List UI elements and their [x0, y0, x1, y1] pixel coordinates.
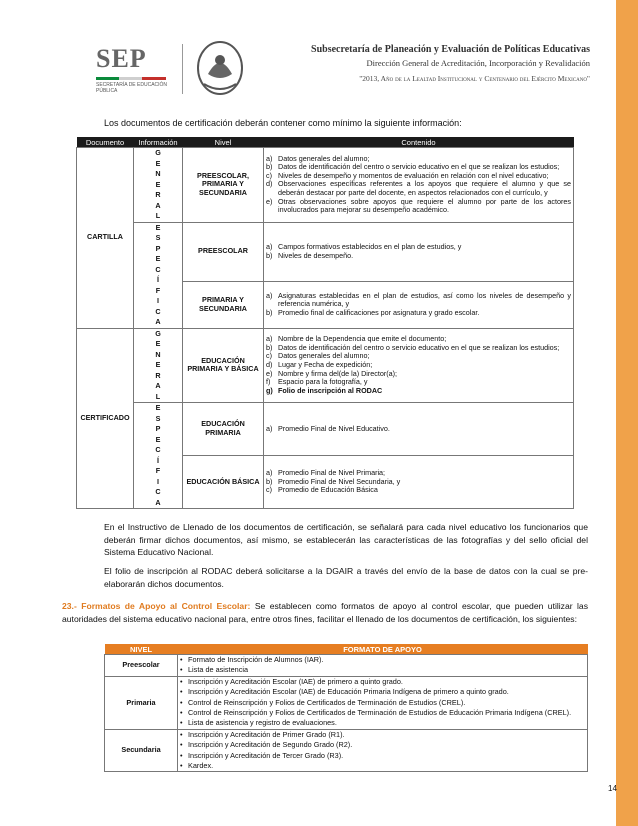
content-cell	[264, 328, 574, 403]
formats-cell	[178, 729, 588, 772]
section-text: Se establecen como formatos de apoyo al control escolar, que pueden utilizar las autoridades del sistema educativo nacional para, entre otros fines, facilitar el llenado de los documentos de certificación, los siguientes:	[62, 601, 588, 624]
list-item: b) Promedio Final de Nivel Secundaria, y	[266, 476, 401, 486]
national-seal-icon	[194, 38, 246, 98]
col-documento: Documento	[77, 137, 134, 148]
level-cell: EDUCACIÓN BÁSICA	[183, 456, 264, 509]
list-item: b) Promedio final de calificaciones por asignatura y grado escolar.	[266, 307, 480, 317]
list-item: • Inscripción y Acreditación de Tercer Grado (R3).	[180, 751, 585, 761]
list-item: • Formato de Inscripción de Alumnos (IAR).	[180, 655, 585, 665]
list-item: a) Promedio Final de Nivel Educativo.	[266, 423, 390, 433]
level-cell: EDUCACIÓN PRIMARIA Y BÁSICA	[183, 328, 264, 403]
sep-logo	[88, 44, 180, 96]
col-nivel: Nivel	[183, 137, 264, 148]
list-item: • Inscripción y Acreditación de Segundo Grado (R2).	[180, 740, 585, 750]
paragraph-folio-rodac: El folio de inscripción al RODAC deberá solicitarse a la DGAIR a través del envío de la base de datos con la cual se pre-elaborarán dichos documentos.	[104, 566, 588, 589]
list-item: b) Datos de identificación del centro o servicio educativo en el que se realizan los estudios;	[266, 162, 560, 172]
list-item: • Inscripción y Acreditación Escolar (IAE) de primero a quinto grado.	[180, 677, 585, 687]
table-row	[77, 148, 574, 223]
col-contenido: Contenido	[264, 137, 574, 148]
table-header-row	[77, 137, 574, 148]
level-cell: PREESCOLAR	[183, 222, 264, 281]
page-side-bar	[616, 0, 638, 826]
level-cell: PRIMARIA Y SECUNDARIA	[183, 281, 264, 328]
list-item: c) Datos generales del alumno;	[266, 351, 370, 361]
table-row	[77, 328, 574, 403]
logo-tricolor-stripe	[96, 77, 166, 80]
list-item: • Control de Reinscripción y Folios de Certificados de Terminación de Estudios de Educación Primaria Indígena (CREL).	[180, 708, 585, 718]
list-item: a) Promedio Final de Nivel Primaria;	[266, 468, 386, 478]
info-especifica: E S P E C Í F I C A	[134, 403, 183, 509]
list-item: b) Datos de identificación del centro o servicio educativo en el que se realizan los estudios;	[266, 342, 560, 352]
list-item: a) Asignaturas establecidas en el plan de estudios, así como los niveles de desempeño y referencia numérica, y	[266, 290, 571, 309]
support-formats-table	[104, 644, 588, 772]
info-especifica: E S P E C Í F I C A	[134, 222, 183, 328]
formats-cell	[178, 655, 588, 677]
content-cell	[264, 222, 574, 281]
table-row	[105, 729, 588, 772]
list-item: d) Observaciones específicas referentes a los apoyos que requiere el alumno y que se deberán destacar por parte del docente, en aspectos relacionados con el currículo, y	[266, 179, 571, 198]
header-motto: "2013, Año de la Lealtad Institucional y Centenario del Ejército Mexicano"	[359, 74, 590, 83]
table-row	[77, 222, 574, 281]
list-item: b) Niveles de desempeño.	[266, 250, 354, 260]
list-item: a) Campos formativos establecidos en el plan de estudios, y	[266, 241, 462, 251]
content-cell	[264, 403, 574, 456]
doc-certificado: CERTIFICADO	[77, 328, 134, 509]
list-item: d) Lugar y Fecha de expedición;	[266, 359, 373, 369]
table-row	[105, 676, 588, 729]
list-item: • Inscripción y Acreditación de Primer Grado (R1).	[180, 730, 585, 740]
section-23	[62, 600, 588, 625]
table-row	[105, 655, 588, 677]
list-item: e) Otras observaciones sobre apoyos que requiere el alumno por parte de los actores involucrados para mejorar su desempeño académico.	[266, 196, 571, 215]
certification-documents-table	[76, 137, 574, 509]
doc-cartilla: CARTILLA	[77, 148, 134, 329]
info-general: G E N E R A L	[134, 148, 183, 223]
header-direccion: Dirección General de Acreditación, Incorporación y Revalidación	[366, 58, 590, 68]
list-item: • Control de Reinscripción y Folios de Certificados de Terminación de Estudios (CREL).	[180, 698, 585, 708]
section-number: 23.-	[62, 601, 77, 611]
paragraph-instructivo: En el Instructivo de Llenado de los documentos de certificación, se señalará para cada nivel educativo los funcionarios que deberán firmar dichos documentos, así mismo, se establecerán las características de las fotografías y del sello oficial del Sistema Educativo Nacional.	[104, 522, 588, 557]
col-informacion: Información	[134, 137, 183, 148]
table-row	[77, 403, 574, 456]
list-item: • Kardex.	[180, 761, 585, 771]
list-item: • Inscripción y Acreditación Escolar (IAE) de Educación Primaria Indígena de primero a quinto grado.	[180, 687, 585, 697]
formats-cell	[178, 676, 588, 729]
list-item: c) Niveles de desempeño y momentos de evaluación en relación con el nivel educativo;	[266, 170, 549, 180]
sep-logo-subtitle: SECRETARÍA DE EDUCACIÓN PÚBLICA	[96, 82, 168, 94]
page-number: 14	[608, 784, 617, 793]
header-subsecretaria: Subsecretaría de Planeación y Evaluación de Políticas Educativas	[311, 44, 590, 55]
list-item: • Lista de asistencia y registro de evaluaciones.	[180, 718, 585, 728]
level-cell: Primaria	[105, 676, 178, 729]
intro-text: Los documentos de certificación deberán contener como mínimo la siguiente información:	[104, 118, 462, 128]
list-item: a) Nombre de la Dependencia que emite el documento;	[266, 334, 447, 344]
list-item: a) Datos generales del alumno;	[266, 153, 370, 163]
list-item: g) Folio de inscripción al RODAC	[266, 385, 383, 395]
content-cell	[264, 281, 574, 328]
col-nivel: NIVEL	[105, 644, 178, 655]
content-cell	[264, 148, 574, 223]
level-cell: EDUCACIÓN PRIMARIA	[183, 403, 264, 456]
col-formato: FORMATO DE APOYO	[178, 644, 588, 655]
level-cell: PREESCOLAR, PRIMARIA Y SECUNDARIA	[183, 148, 264, 223]
section-title: Formatos de Apoyo al Control Escolar:	[81, 601, 251, 611]
level-cell: Preescolar	[105, 655, 178, 677]
list-item: e) Nombre y firma del(de la) Director(a);	[266, 368, 398, 378]
sep-logo-text: SEP	[96, 44, 147, 73]
level-cell: Secundaria	[105, 729, 178, 772]
logo-divider	[182, 44, 183, 94]
table-header-row	[105, 644, 588, 655]
list-item: • Lista de asistencia	[180, 665, 585, 675]
list-item: c) Promedio de Educación Básica	[266, 485, 378, 495]
content-cell	[264, 456, 574, 509]
info-general: G E N E R A L	[134, 328, 183, 403]
list-item: f) Espacio para la fotografía, y	[266, 377, 368, 387]
